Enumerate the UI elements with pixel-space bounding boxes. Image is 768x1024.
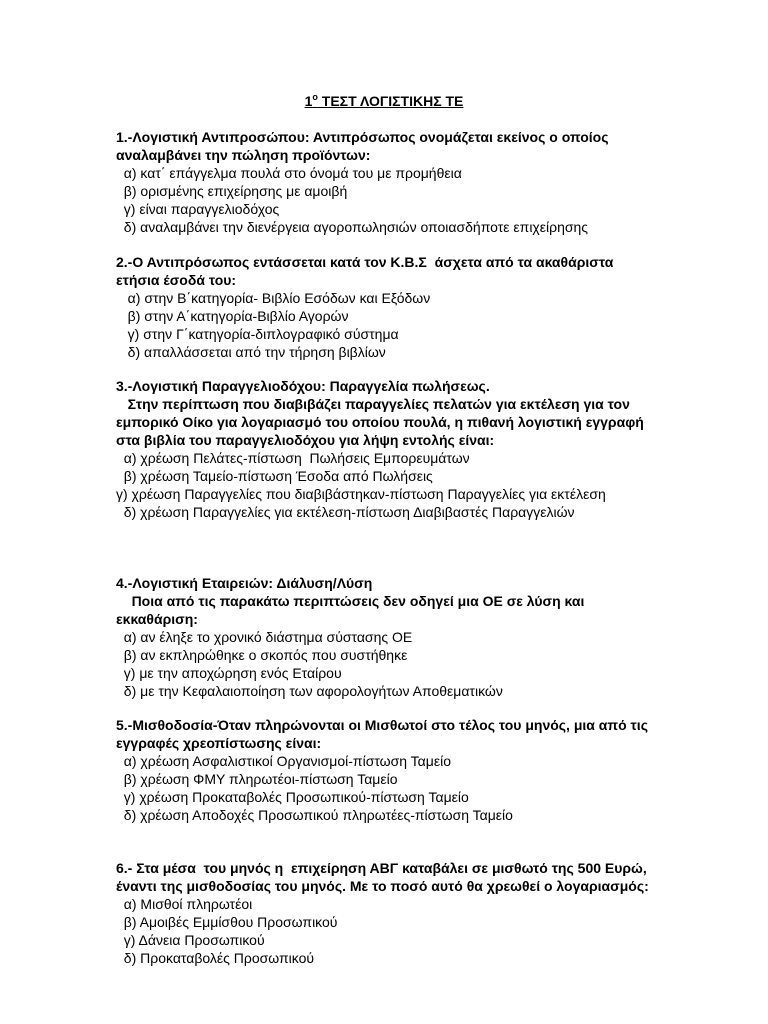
title-ordinal: ο [312, 92, 318, 102]
option-c: γ) είναι παραγγελιοδόχος [116, 201, 280, 217]
option-b: β) Αμοιβές Εμμίσθου Προσωπικού [116, 914, 338, 930]
option-d: δ) χρέωση Παραγγελίες για εκτέλεση-πίστωση Διαβιβαστές Παραγγελιών [116, 504, 575, 520]
option-b: β) χρέωση ΦΜΥ πληρωτέοι-πίστωση Ταμείο [116, 771, 398, 787]
question-stem: 5.-Μισθοδοσία-Όταν πληρώνονται οι Μισθωτοί στο τέλος του μηνός, μια από τις εγγραφές χρεοπίστωσης είναι: [116, 717, 652, 751]
question-6 [116, 859, 656, 967]
option-a: α) στην Β΄κατηγορία- Βιβλίο Εσόδων και Εξόδων [116, 290, 431, 306]
option-d: δ) Προκαταβολές Προσωπικού [116, 950, 315, 966]
option-c: γ) χρέωση Παραγγελίες που διαβιβάστηκαν-πίστωση Παραγγελίες για εκτέλεση [116, 486, 606, 502]
option-a: α) χρέωση Ασφαλιστικοί Οργανισμοί-πίστωση Ταμείο [116, 753, 451, 769]
option-b: β) ορισμένης επιχείρησης με αμοιβή [116, 183, 348, 199]
option-b: β) αν εκπληρώθηκε ο σκοπός που συστήθηκε [116, 647, 408, 663]
question-2 [116, 253, 656, 361]
question-stem: 3.-Λογιστική Παραγγελιοδόχου: Παραγγελία πωλήσεως. Στην περίπτωση που διαβιβάζει παραγγελίες πελατών για εκτέλεση για τον εμπορικό Οίκο για λογαριασμό του οποίου πουλά, η πιθανή λογιστική εγγραφή στα βιβλία του παραγγελιοδόχου για λήψη εντολής είναι: [116, 378, 644, 448]
option-d: δ) χρέωση Αποδοχές Προσωπικού πληρωτέες-πίστωση Ταμείο [116, 807, 513, 823]
option-a: α) αν έληξε το χρονικό διάστημα σύστασης ΟΕ [116, 629, 413, 645]
option-c: γ) στην Γ΄κατηγορία-διπλογραφικό σύστημα [116, 326, 399, 342]
option-d: δ) απαλλάσσεται από την τήρηση βιβλίων [116, 344, 386, 360]
title-text: ΤΕΣΤ ΛΟΓΙΣΤΙΚΗΣ ΤΕ [317, 93, 464, 109]
option-c: γ) Δάνεια Προσωπικού [116, 932, 265, 948]
question-stem: 1.-Λογιστική Αντιπροσώπου: Αντιπρόσωπος ονομάζεται εκείνος ο οποίος αναλαμβάνει την πώληση προϊόντων: [116, 129, 613, 163]
question-1 [116, 128, 656, 236]
option-c: γ) χρέωση Προκαταβολές Προσωπικού-πίστωση Ταμείο [116, 789, 469, 805]
option-a: α) χρέωση Πελάτες-πίστωση Πωλήσεις Εμπορευμάτων [116, 450, 470, 466]
option-b: β) στην Α΄κατηγορία-Βιβλίο Αγορών [116, 308, 349, 324]
option-b: β) χρέωση Ταμείο-πίστωση Έσοδα από Πωλήσεις [116, 468, 433, 484]
question-5 [116, 716, 656, 824]
option-d: δ) με την Κεφαλαιοποίηση των αφορολογήτων Αποθεματικών [116, 683, 503, 699]
question-stem: 2.-Ο Αντιπρόσωπος εντάσσεται κατά τον Κ.Β.Σ άσχετα από τα ακαθάριστα ετήσια έσοδά του: [116, 254, 618, 288]
option-a: α) Μισθοί πληρωτέοι [116, 896, 253, 912]
option-d: δ) αναλαμβάνει την διενέργεια αγοροπωλησιών οποιασδήποτε επιχείρησης [116, 219, 589, 235]
option-a: α) κατ΄ επάγγελμα πουλά στο όνομά του με προμήθεια [116, 165, 462, 181]
document-title [0, 92, 768, 110]
option-c: γ) με την αποχώρηση ενός Εταίρου [116, 665, 342, 681]
question-4 [116, 574, 656, 700]
title-number: 1 [304, 93, 313, 109]
question-stem: 4.-Λογιστική Εταιρειών: Διάλυση/Λύση Ποια από τις παρακάτω περιπτώσεις δεν οδηγεί μια ΟΕ σε λύση και εκκαθάριση: [116, 575, 585, 627]
question-stem: 6.- Στα μέσα του μηνός η επιχείρηση ΑΒΓ καταβάλει σε μισθωτό της 500 Ευρώ, έναντι της μισθοδοσίας του μηνός. Με το ποσό αυτό θα χρεωθεί ο λογαριασμός: [116, 860, 651, 894]
question-3 [116, 377, 656, 521]
